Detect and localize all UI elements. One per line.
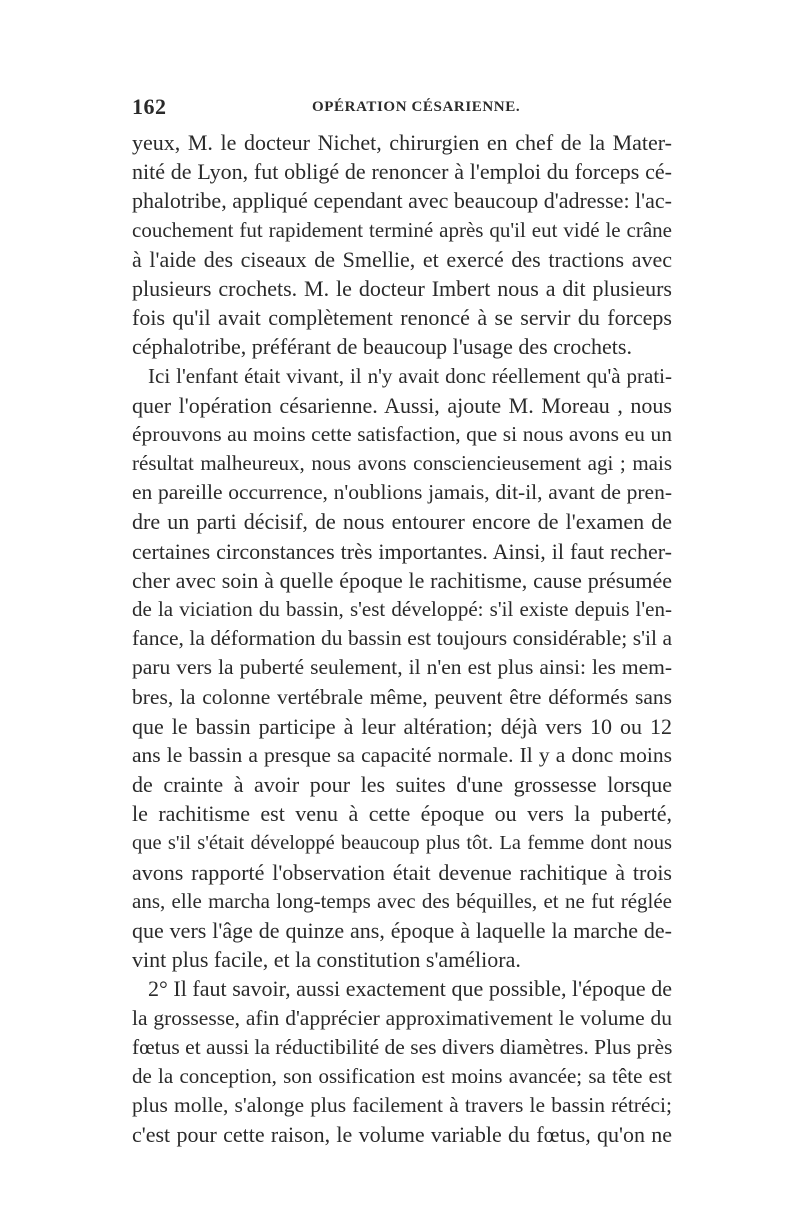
text-line: fœtus et aussi la réductibilité de ses divers diamètres. Plus près [132,1034,672,1059]
text-line: le rachitisme est venu à cette époque ou vers la puberté, [132,801,672,827]
text-line: couchement fut rapidement terminé après qu'il eut vidé le crâne [132,217,672,242]
text-line: avons rapporté l'observation était devenue rachitique à trois [132,859,672,885]
text-line: certaines circonstances très importantes. Ainsi, il faut recher- [132,538,672,564]
text-line: que vers l'âge de quinze ans, époque à laquelle la marche de- [132,918,672,944]
text-line: quer l'opération césarienne. Aussi, ajoute M. Moreau , nous [132,392,672,418]
text-line: à l'aide des ciseaux de Smellie, et exercé des tractions avec [132,246,672,272]
text-line: résultat malheureux, nous avons consciencieusement agi ; mais [132,451,672,476]
text-line: plusieurs crochets. M. le docteur Imbert nous a dit plusieurs [132,275,672,301]
text-line: que s'il s'était développé beaucoup plus tôt. La femme dont nous [132,831,672,854]
text-line: la grossesse, afin d'apprécier approximativement le volume du [132,1005,672,1030]
text-line: bres, la colonne vertébrale même, peuvent être déformés sans [132,684,672,709]
text-line: de crainte à avoir pour les suites d'une grossesse lorsque [132,772,672,798]
text-line: 2° Il faut savoir, aussi exactement que possible, l'époque de [148,976,672,1002]
body-text [132,128,672,1150]
text-line: en pareille occurrence, n'oublions jamais, dit-il, avant de pren- [132,480,672,505]
text-line: que le bassin participe à leur altération; déjà vers 10 ou 12 [132,713,672,739]
paragraph-rachitisme [132,362,672,975]
paragraph-continuation [132,128,672,362]
text-line: de la conception, son ossification est moins avancée; sa tête est [132,1064,672,1088]
page-number: 162 [132,94,167,119]
running-title: OPÉRATION CÉSARIENNE. [312,99,521,115]
text-line: dre un parti décisif, de nous entourer encore de l'examen de [132,509,672,535]
running-head [132,94,668,124]
text-line: éprouvons au moins cette satisfaction, que si nous avons eu un [132,421,672,446]
text-line: yeux, M. le docteur Nichet, chirurgien en chef de la Mater- [132,130,672,155]
text-line: cher avec soin à quelle époque le rachitisme, cause présumée [132,567,672,593]
text-line: céphalotribe, préférant de beaucoup l'usage des crochets. [132,334,632,360]
text-line: Ici l'enfant était vivant, il n'y avait donc réellement qu'à prati- [148,363,672,388]
text-line: c'est pour cette raison, le volume variable du fœtus, qu'on ne [132,1122,672,1148]
text-line: nité de Lyon, fut obligé de renoncer à l'emploi du forceps cé- [132,159,672,185]
text-line: fois qu'il avait complètement renoncé à se servir du forceps [132,305,672,331]
text-line: vint plus facile, et la constitution s'améliora. [132,947,521,973]
text-line: ans le bassin a presque sa capacité normale. Il y a donc moins [132,742,672,767]
text-line: phalotribe, appliqué cependant avec beaucoup d'adresse: l'ac- [132,188,672,214]
text-line: fance, la déformation du bassin est toujours considérable; s'il a [132,626,672,651]
text-line: paru vers la puberté seulement, il n'en est plus ainsi: les mem- [132,655,672,680]
text-line: ans, elle marcha long-temps avec des béquilles, et ne fut réglée [132,888,672,913]
text-line: plus molle, s'alonge plus facilement à travers le bassin rétréci; [132,1093,672,1118]
text-line: de la viciation du bassin, s'est développé: s'il existe depuis l'en- [132,597,672,621]
paragraph-grossesse [132,974,672,1149]
